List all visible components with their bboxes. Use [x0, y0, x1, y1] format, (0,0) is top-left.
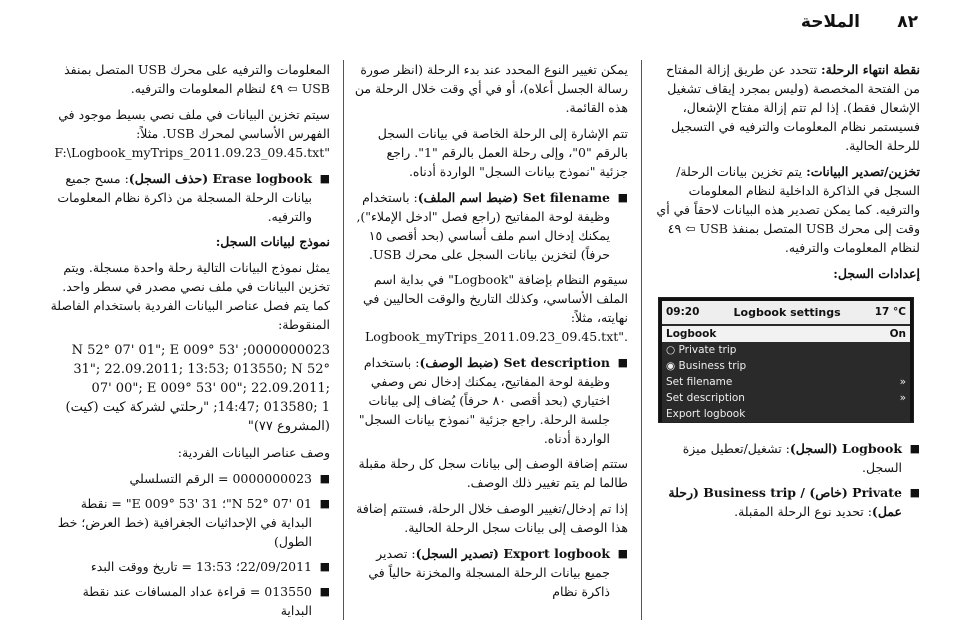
list-item: ■ Private (خاص) / Business trip (رحلة عمل): تحديد نوع الرحلة المقبلة. — [652, 483, 920, 521]
chapter-title: الملاحة — [800, 12, 860, 32]
list-item: ■ Set description (ضبط الوصف): باستخدام وظيفة لوحة المفاتيح، يمكنك إدخال نص وصفي اختياري (بحد أقصى ٨٠ حرفاً) يُضاف إلى بيانات جلسة الرحلة. راجع جزئية "نموذج بيانات السجل" الواردة أدناه. — [354, 353, 628, 448]
paragraph: سيتم تخزين البيانات في ملف نصي بسيط موجود في الفهرس الأساسي لمحرك USB. مثلاً: F:\Logbook_myTrips_2011.09.23_09.45.txt" — [50, 105, 330, 162]
setting-set-description[interactable]: Set description » — [666, 392, 906, 404]
paragraph: سيقوم النظام بإضافة "Logbook" في بداية اسم الملف الأساسي، وكذلك التاريخ والوقت الحاليين في نهايته، مثلاً: Logbook_myTrips_2011.09.23_09.45.txt". — [354, 270, 628, 346]
list-item: ■ Erase logbook (حذف السجل): مسح جميع بيانات الرحلة المسجلة من ذاكرة نظام المعلومات والترفيه. — [50, 169, 330, 226]
logbook-sample-data: 0000000023; N 52° 07' 01"; E 009° 53' 31"; 22.09.2011; 13:53; 013550; N 52° 07' 00"; E 009° 53' 00"; 22.09.2011; 14:47; 013580; 1; "رحلتي لشركة كيت (كيت) (المشروع ٧٧)" — [65, 343, 330, 434]
list-item: ■ Set filename (ضبط اسم الملف): باستخدام وظيفة لوحة المفاتيح (راجع فصل "ادخل الإملاء"), يمكنك إدخال اسم ملف أساسي (بحد أقصى ١٥ حرفاً) لتخزين بيانات السجل على محرك USB. — [354, 188, 628, 264]
list-item: ■ 0000000023 = الرقم التسلسلي — [50, 469, 330, 488]
list-item: ■ Export logbook (تصدير السجل): تصدير جميع بيانات الرحلة المسجلة والمخزنة حالياً في ذاكرة نظام — [354, 544, 628, 601]
screen-title: Logbook settings — [733, 306, 841, 319]
setting-logbook[interactable]: Logbook On — [662, 326, 910, 342]
filename-example: Logbook_myTrips_2011.09.23_09.45.txt". — [365, 329, 628, 344]
list-item: ■ 013550 = قراءة عداد المسافات عند نقطة البداية — [50, 582, 330, 620]
setting-set-filename[interactable]: Set filename » — [666, 376, 906, 388]
column-left — [50, 60, 330, 630]
page-number: ٨٢ — [897, 12, 918, 32]
paragraph: تخزين/تصدير البيانات: يتم تخزين بيانات الرحلة/ السجل في الذاكرة الداخلية لنظام المعلومات والترفيه. كما يمكن تصدير هذه البيانات لاحقاً في أي وقت إلى محرك USB المتصل بمنفذ USB ⇦ ٤٩ لنظام المعلومات والترفيه. — [656, 164, 920, 255]
column-divider — [343, 60, 344, 620]
paragraph: نقطة انتهاء الرحلة: تتحدد عن طريق إزالة المفتاح من الفتحة المخصصة (وليس بمجرد إيقاف تشغيل الإشعال فقط). إذا لم تتم إزالة مفتاح الإشعال، فسيستمر نظام المعلومات والترفيه في التسجيل للرحلة الحالية. — [665, 62, 920, 153]
setting-private-trip[interactable]: ○ Private trip — [666, 344, 737, 356]
column-right — [652, 60, 920, 630]
paragraph: وصف عناصر البيانات الفردية: — [177, 445, 330, 460]
list-item: ■ 22/09/2011؛ 13:53 = تاريخ ووقت البدء — [50, 557, 330, 576]
file-path-example: F:\Logbook_myTrips_2011.09.23_09.45.txt" — [54, 145, 330, 160]
column-middle — [354, 60, 628, 630]
setting-business-trip[interactable]: ◉ Business trip — [666, 360, 747, 372]
column-divider — [641, 60, 642, 620]
paragraph: تتم الإشارة إلى الرحلة الخاصة في بيانات السجل بالرقم "0"، وإلى رحلة العمل بالرقم "1". راجع جزئية "نموذج بيانات السجل" الواردة أدناه. — [377, 126, 628, 179]
settings-list — [662, 324, 910, 422]
paragraph: المعلومات والترفيه على محرك USB المتصل بمنفذ USB ⇦ ٤٩ لنظام المعلومات والترفيه. — [64, 62, 330, 96]
section-heading: إعدادات السجل: — [833, 266, 920, 281]
paragraph: يمثل نموذج البيانات التالية رحلة واحدة مسجلة. ويتم تخزين البيانات في ملف نصي مصدر في سطر واحد. كما يتم فصل عناصر البيانات الفردية باستخدام الفاصلة المنقوطة: — [50, 260, 330, 332]
list-item: ■ Logbook (السجل): تشغيل/تعطيل ميزة السجل. — [652, 439, 920, 477]
page-header — [0, 8, 960, 38]
paragraph: ستتم إضافة الوصف إلى بيانات سجل كل رحلة مقبلة طالما لم يتم تغيير ذلك الوصف. — [358, 456, 628, 490]
paragraph: يمكن تغيير النوع المحدد عند بدء الرحلة (انظر صورة رسالة الجسل أعلاه)، أو في أي وقت خلال الرحلة من هذه القائمة. — [354, 62, 628, 115]
screen-header — [662, 301, 910, 324]
section-heading: نموذج لبيانات السجل: — [215, 234, 330, 249]
screen-temperature: 17 °C — [874, 306, 906, 318]
setting-export-logbook[interactable]: Export logbook — [666, 408, 746, 420]
screen-time: 09:20 — [666, 306, 700, 318]
paragraph: إذا تم إدخال/تغيير الوصف خلال الرحلة، فستتم إضافة هذا الوصف إلى بيانات سجل الرحلة الحالية. — [356, 501, 628, 535]
list-item: ■ N 52° 07' 01"؛ E 009° 53' 31" = نقطة البداية في الإحداثيات الجغرافية (خط العرض؛ خط الطول) — [50, 494, 330, 551]
logbook-settings-screen — [658, 297, 914, 423]
